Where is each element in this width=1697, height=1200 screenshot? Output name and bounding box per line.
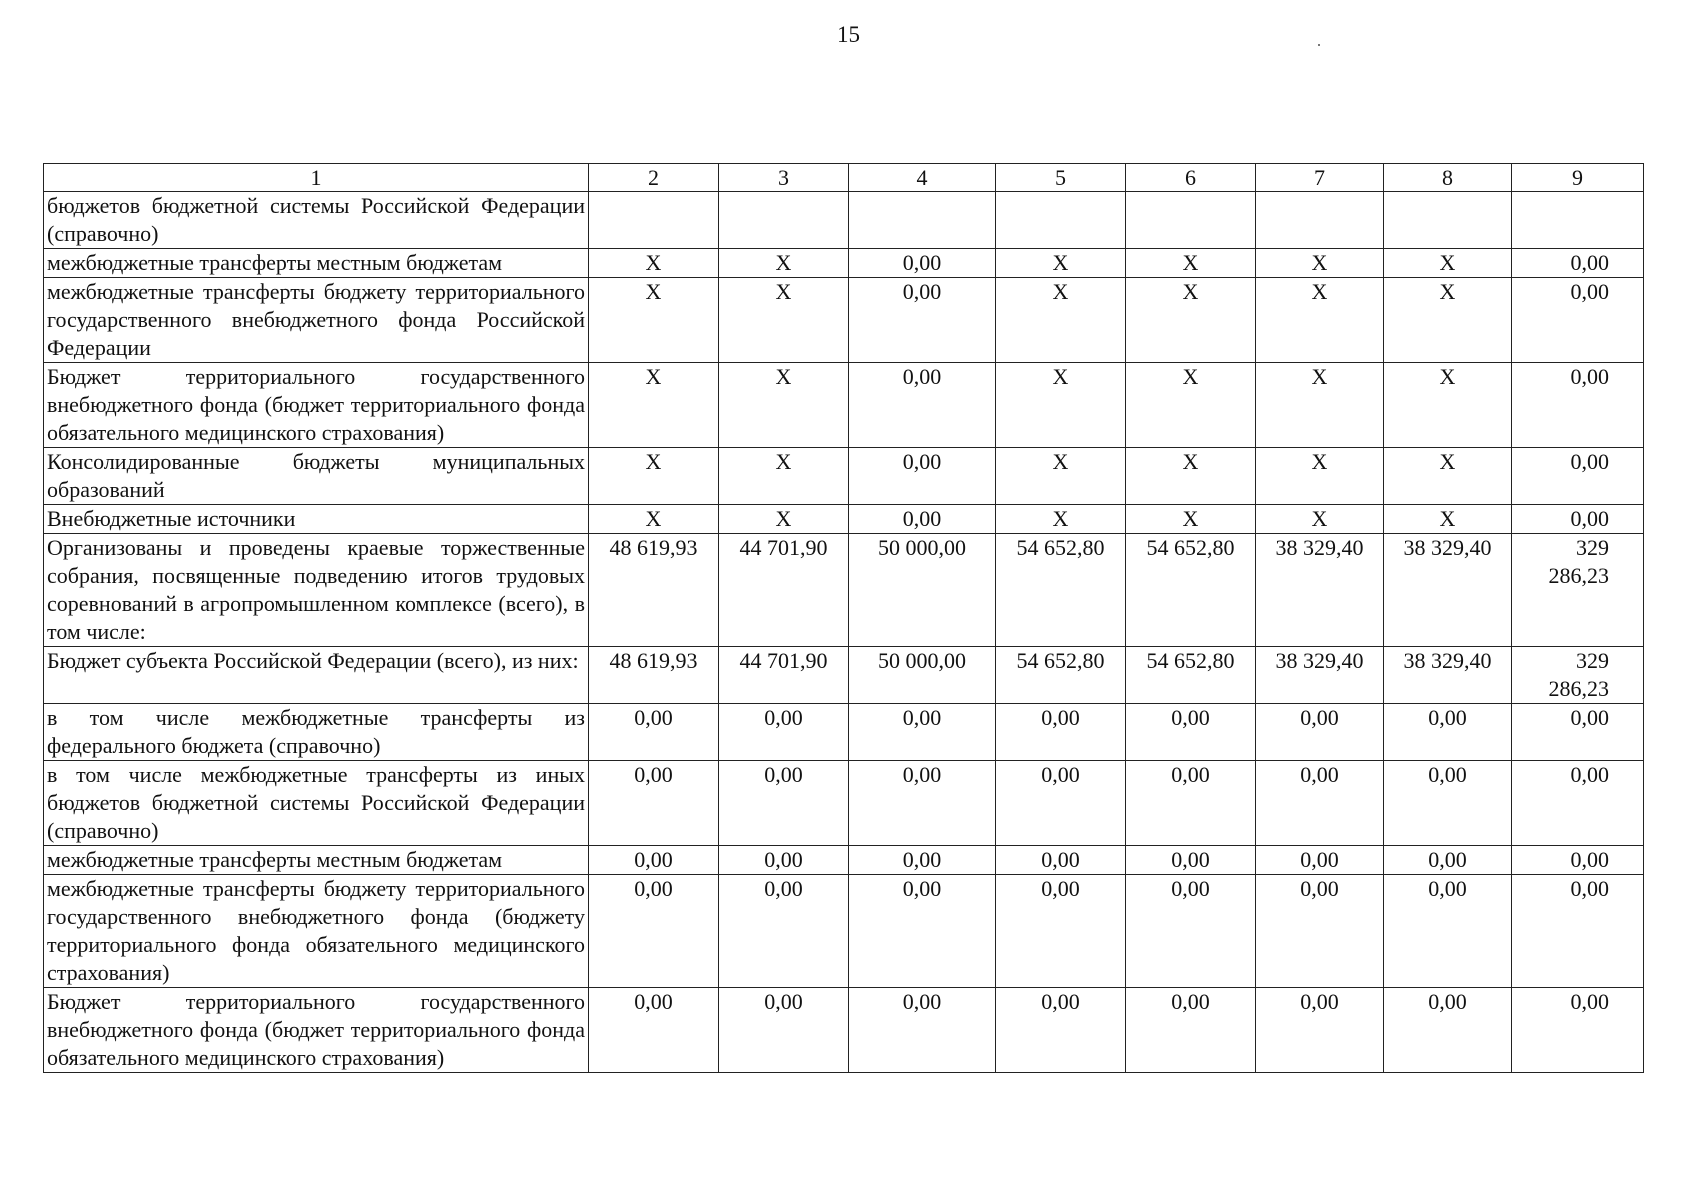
table-cell: 0,00 [1512,448,1644,505]
budget-table [43,163,1644,1073]
table-cell: 0,00 [849,846,996,875]
table-cell: 0,00 [1512,846,1644,875]
table-cell [996,192,1126,249]
table-cell: 0,00 [849,249,996,278]
table-cell: X [589,278,719,363]
table-cell: 44 701,90 [719,534,849,647]
table-cell: 0,00 [1512,278,1644,363]
table-cell: X [1384,249,1512,278]
table-cell: 0,00 [1126,761,1256,846]
table-cell: X [1126,278,1256,363]
table-cell [1512,192,1644,249]
table-cell: X [1384,363,1512,448]
table-row [44,192,1644,249]
table-cell: X [996,278,1126,363]
column-header: 4 [849,164,996,192]
table-cell: X [1256,448,1384,505]
table-cell: 329 286,23 [1512,647,1644,704]
table-cell: X [1256,249,1384,278]
table-cell [589,192,719,249]
table-cell: X [1126,363,1256,448]
table-cell: 0,00 [719,988,849,1073]
column-header: 9 [1512,164,1644,192]
table-cell: 0,00 [589,704,719,761]
table-cell: 0,00 [849,761,996,846]
table-cell: 54 652,80 [996,534,1126,647]
column-header: 1 [44,164,589,192]
table-cell: 0,00 [1384,704,1512,761]
table-cell: 0,00 [589,761,719,846]
table-cell: 0,00 [1384,846,1512,875]
row-label: Организованы и проведены краевые торжественные собрания, посвященные подведению итогов трудовых соревнований в агропромышленном комплексе (всего), в том числе: [44,534,589,647]
table-cell: 0,00 [849,875,996,988]
table-cell: X [589,448,719,505]
table-cell: 0,00 [849,363,996,448]
table-cell: 0,00 [1512,363,1644,448]
page-number: 15 [837,22,860,47]
table-cell: 0,00 [1256,846,1384,875]
row-label: межбюджетные трансферты местным бюджетам [44,846,589,875]
table-cell: 0,00 [1384,875,1512,988]
table-cell: X [1126,505,1256,534]
table-cell: 0,00 [1256,988,1384,1073]
table-cell: X [996,505,1126,534]
table-cell: 54 652,80 [1126,534,1256,647]
table-cell: 0,00 [849,704,996,761]
row-label: Консолидированные бюджеты муниципальных образований [44,448,589,505]
table-row [44,505,1644,534]
table-cell: 0,00 [1126,846,1256,875]
column-header: 7 [1256,164,1384,192]
table-cell: 329 286,23 [1512,534,1644,647]
table-cell: X [589,363,719,448]
table-cell: 0,00 [1256,761,1384,846]
row-label: бюджетов бюджетной системы Российской Федерации (справочно) [44,192,589,249]
row-label: Бюджет субъекта Российской Федерации (всего), из них: [44,647,589,704]
row-label: межбюджетные трансферты бюджету территориального государственного внебюджетного фонда Российской Федерации [44,278,589,363]
table-cell: 38 329,40 [1384,534,1512,647]
table-cell: 0,00 [996,988,1126,1073]
table-cell: 0,00 [1126,704,1256,761]
table-cell: 0,00 [996,846,1126,875]
table-row [44,704,1644,761]
table-cell: X [1384,505,1512,534]
column-header: 8 [1384,164,1512,192]
table-cell [849,192,996,249]
table-row [44,761,1644,846]
table-cell: X [719,249,849,278]
table-cell: 0,00 [1512,249,1644,278]
table-cell: X [1126,448,1256,505]
table-cell: X [719,363,849,448]
column-header: 2 [589,164,719,192]
table-row [44,875,1644,988]
table-cell: X [1256,278,1384,363]
table-cell: X [1126,249,1256,278]
table-row [44,534,1644,647]
table-cell: 0,00 [589,875,719,988]
table-cell: 0,00 [996,761,1126,846]
row-label: Бюджет территориального государственного внебюджетного фонда (бюджет территориального фонда обязательного медицинского страхования) [44,988,589,1073]
table-cell: X [1384,278,1512,363]
table-cell: 0,00 [1512,704,1644,761]
table-cell: X [719,278,849,363]
table-cell: 0,00 [849,448,996,505]
row-label: Бюджет территориального государственного внебюджетного фонда (бюджет территориального фонда обязательного медицинского страхования) [44,363,589,448]
table-row [44,249,1644,278]
table-cell: X [719,505,849,534]
table-cell: 50 000,00 [849,534,996,647]
table-cell: X [589,505,719,534]
table-cell: 0,00 [719,846,849,875]
table-cell: 0,00 [996,875,1126,988]
column-header: 6 [1126,164,1256,192]
table-cell: 0,00 [589,988,719,1073]
table-cell: 0,00 [1126,988,1256,1073]
row-label: в том числе межбюджетные трансферты из федерального бюджета (справочно) [44,704,589,761]
table-row [44,363,1644,448]
table-cell [1384,192,1512,249]
table-row [44,846,1644,875]
table-cell: 0,00 [1384,761,1512,846]
table-cell: 0,00 [719,704,849,761]
table-body [44,192,1644,1073]
table-cell: 54 652,80 [996,647,1126,704]
row-label: межбюджетные трансферты местным бюджетам [44,249,589,278]
table-cell: 0,00 [1256,704,1384,761]
table-cell: 0,00 [849,988,996,1073]
table-cell: 48 619,93 [589,647,719,704]
table-cell: X [996,249,1126,278]
table-cell: 0,00 [849,505,996,534]
table-cell: 38 329,40 [1256,647,1384,704]
column-header: 3 [719,164,849,192]
table-cell: 0,00 [719,761,849,846]
table-cell: 0,00 [849,278,996,363]
table-cell: 0,00 [1126,875,1256,988]
table-cell: 48 619,93 [589,534,719,647]
table-cell [1126,192,1256,249]
table-cell: X [1384,448,1512,505]
table-row [44,448,1644,505]
table-cell: X [1256,505,1384,534]
table-cell: 0,00 [1512,505,1644,534]
row-label: Внебюджетные источники [44,505,589,534]
column-header: 5 [996,164,1126,192]
table-cell: 38 329,40 [1384,647,1512,704]
table-row [44,988,1644,1073]
table-row [44,647,1644,704]
table-cell: X [996,363,1126,448]
table-cell: 0,00 [996,704,1126,761]
table-cell: 0,00 [1512,761,1644,846]
table-cell: 0,00 [1384,988,1512,1073]
table-cell: 44 701,90 [719,647,849,704]
table-cell: 0,00 [1512,988,1644,1073]
table-cell: X [996,448,1126,505]
row-label: межбюджетные трансферты бюджету территориального государственного внебюджетного фонда (бюджету территориального фонда обязательного медицинского страхования) [44,875,589,988]
table-cell: 0,00 [1512,875,1644,988]
table-row [44,278,1644,363]
table-cell: 38 329,40 [1256,534,1384,647]
table-cell: 50 000,00 [849,647,996,704]
table-cell [1256,192,1384,249]
table-cell: 0,00 [589,846,719,875]
table-cell: X [1256,363,1384,448]
table-cell: 54 652,80 [1126,647,1256,704]
table-header-row [44,164,1644,192]
table-cell: 0,00 [719,875,849,988]
table-cell [719,192,849,249]
scan-speck [1318,44,1320,46]
row-label: в том числе межбюджетные трансферты из иных бюджетов бюджетной системы Российской Федерации (справочно) [44,761,589,846]
table-cell: 0,00 [1256,875,1384,988]
table-cell: X [589,249,719,278]
table-cell: X [719,448,849,505]
